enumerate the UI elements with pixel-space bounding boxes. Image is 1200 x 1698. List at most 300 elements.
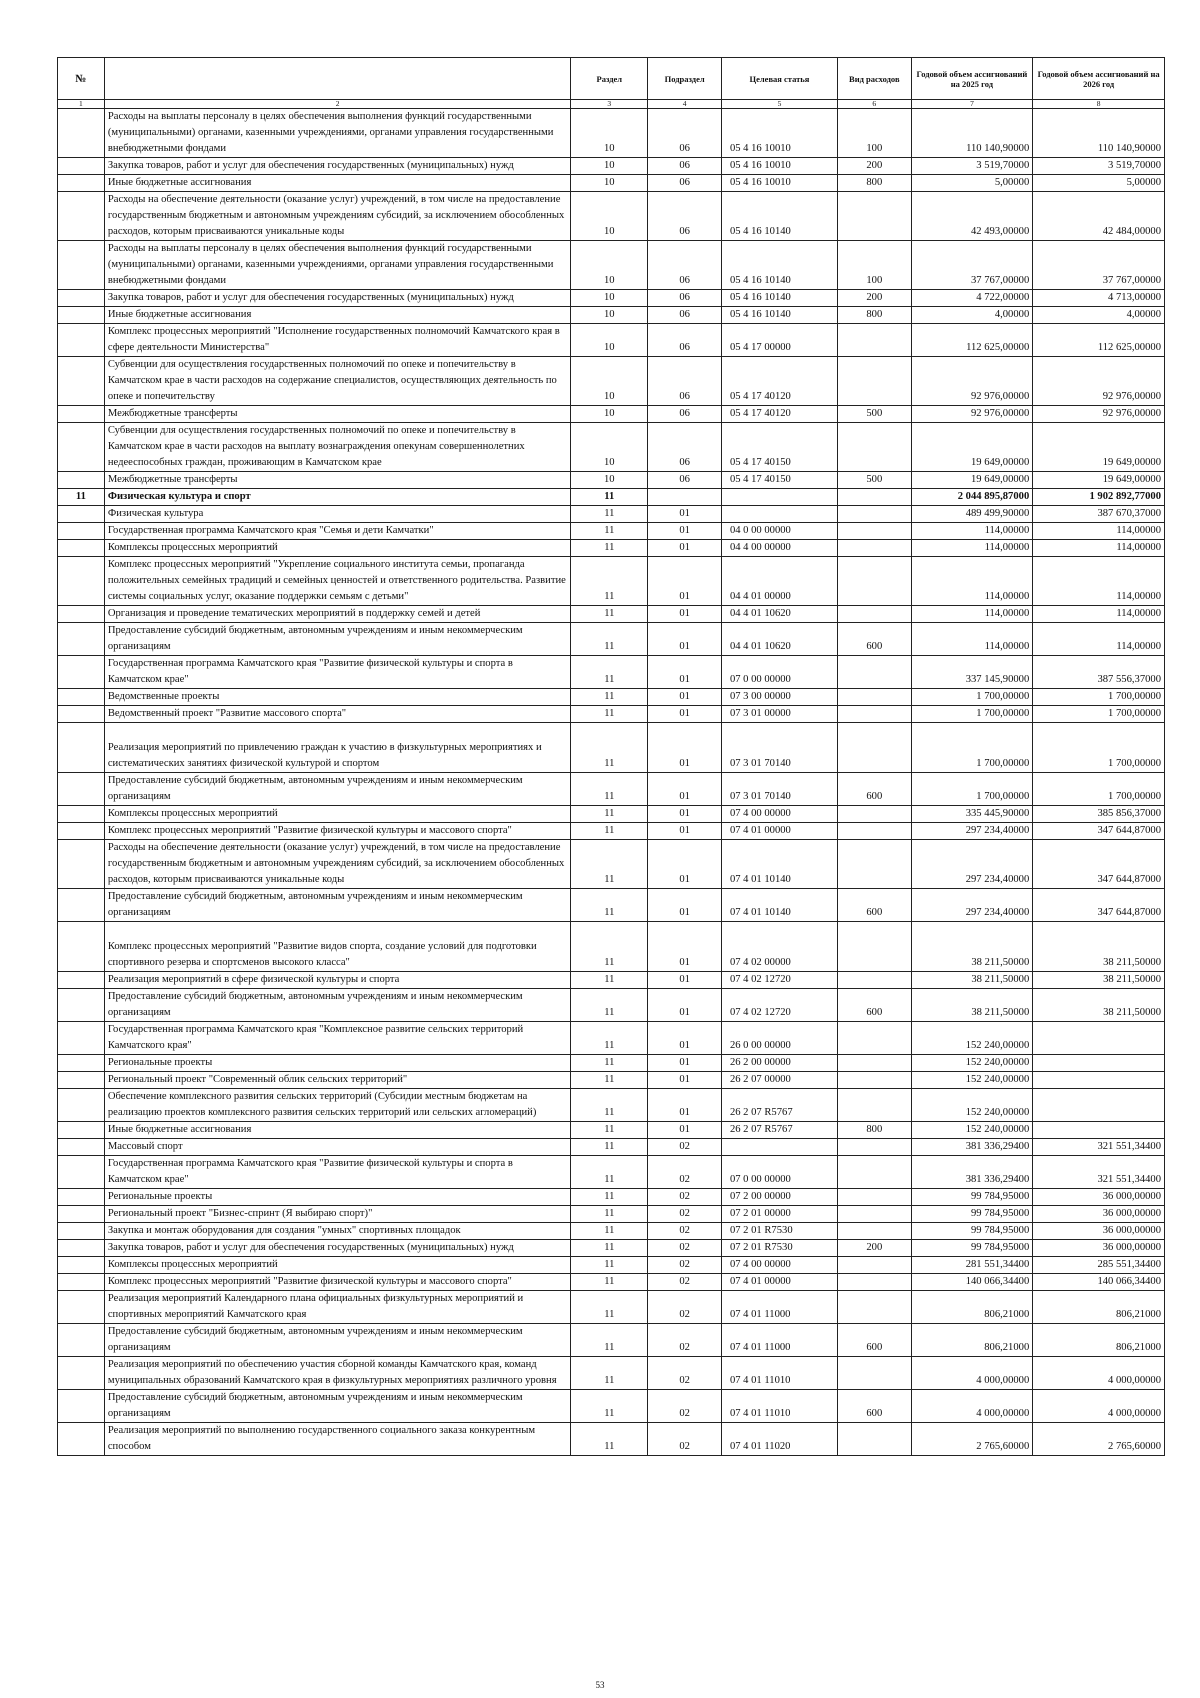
row-target-article: 05 4 16 10010 xyxy=(721,109,837,158)
row-amount-2025: 99 784,95000 xyxy=(911,1240,1033,1257)
table-row xyxy=(58,1072,1165,1089)
row-name: Закупка товаров, работ и услуг для обеспечения государственных (муниципальных) нужд xyxy=(104,158,570,175)
row-section: 10 xyxy=(571,472,648,489)
row-amount-2026: 285 551,34400 xyxy=(1033,1257,1165,1274)
row-expense-type xyxy=(837,1089,911,1122)
row-target-article: 07 4 02 12720 xyxy=(721,989,837,1022)
row-section: 11 xyxy=(571,1089,648,1122)
row-amount-2025: 337 145,90000 xyxy=(911,656,1033,689)
row-target-article: 07 2 01 R7530 xyxy=(721,1240,837,1257)
table-row xyxy=(58,192,1165,241)
row-expense-type xyxy=(837,1291,911,1324)
row-expense-type xyxy=(837,1156,911,1189)
row-number xyxy=(58,192,105,241)
table-row xyxy=(58,806,1165,823)
table-row xyxy=(58,773,1165,806)
row-name: Реализация мероприятий Календарного плана официальных физкультурных мероприятий и спортивных мероприятий Камчатского края xyxy=(104,1291,570,1324)
table-row xyxy=(58,1055,1165,1072)
row-subsection: 06 xyxy=(648,423,722,472)
row-name: Предоставление субсидий бюджетным, автономным учреждениям и иным некоммерческим организациям xyxy=(104,773,570,806)
row-subsection: 06 xyxy=(648,307,722,324)
row-amount-2025: 114,00000 xyxy=(911,606,1033,623)
row-subsection: 01 xyxy=(648,1072,722,1089)
row-name: Реализация мероприятий по обеспечению участия сборной команды Камчатского края, команд муниципальных образований Камчатского края в физкультурных мероприятиях различного уровня xyxy=(104,1357,570,1390)
row-section: 11 xyxy=(571,1240,648,1257)
row-amount-2026: 38 211,50000 xyxy=(1033,989,1165,1022)
row-target-article: 07 2 01 00000 xyxy=(721,1206,837,1223)
row-name: Массовый спорт xyxy=(104,1139,570,1156)
row-amount-2026 xyxy=(1033,1072,1165,1089)
row-number xyxy=(58,540,105,557)
row-amount-2026: 347 644,87000 xyxy=(1033,889,1165,922)
row-amount-2025: 1 700,00000 xyxy=(911,723,1033,773)
row-name: Региональный проект "Современный облик сельских территорий" xyxy=(104,1072,570,1089)
row-target-article: 26 2 07 R5767 xyxy=(721,1122,837,1139)
row-target-article: 04 0 00 00000 xyxy=(721,523,837,540)
table-row xyxy=(58,623,1165,656)
row-expense-type xyxy=(837,806,911,823)
row-section: 10 xyxy=(571,158,648,175)
row-name: Предоставление субсидий бюджетным, автономным учреждениям и иным некоммерческим организациям xyxy=(104,1390,570,1423)
row-expense-type: 600 xyxy=(837,989,911,1022)
table-row xyxy=(58,1139,1165,1156)
row-expense-type: 200 xyxy=(837,158,911,175)
row-amount-2025: 114,00000 xyxy=(911,540,1033,557)
row-subsection: 02 xyxy=(648,1240,722,1257)
row-amount-2026: 347 644,87000 xyxy=(1033,823,1165,840)
row-subsection: 01 xyxy=(648,823,722,840)
row-subsection: 01 xyxy=(648,706,722,723)
row-subsection: 01 xyxy=(648,606,722,623)
row-target-article xyxy=(721,1139,837,1156)
row-section: 11 xyxy=(571,1390,648,1423)
row-subsection: 01 xyxy=(648,689,722,706)
row-amount-2025: 140 066,34400 xyxy=(911,1274,1033,1291)
row-number xyxy=(58,989,105,1022)
row-expense-type xyxy=(837,706,911,723)
row-name: Предоставление субсидий бюджетным, автономным учреждениям и иным некоммерческим организациям xyxy=(104,889,570,922)
row-amount-2026: 36 000,00000 xyxy=(1033,1240,1165,1257)
row-section: 11 xyxy=(571,723,648,773)
row-section: 10 xyxy=(571,290,648,307)
row-target-article: 26 0 00 00000 xyxy=(721,1022,837,1055)
row-amount-2025: 4 722,00000 xyxy=(911,290,1033,307)
row-name: Региональные проекты xyxy=(104,1189,570,1206)
row-number xyxy=(58,606,105,623)
table-row xyxy=(58,1324,1165,1357)
table-row xyxy=(58,706,1165,723)
row-expense-type: 500 xyxy=(837,406,911,423)
row-expense-type xyxy=(837,1357,911,1390)
row-section: 11 xyxy=(571,1423,648,1456)
table-row xyxy=(58,689,1165,706)
row-number xyxy=(58,623,105,656)
table-row xyxy=(58,606,1165,623)
row-subsection: 06 xyxy=(648,324,722,357)
column-number-row xyxy=(58,100,1165,109)
row-amount-2026: 4,00000 xyxy=(1033,307,1165,324)
row-expense-type xyxy=(837,689,911,706)
row-expense-type xyxy=(837,1189,911,1206)
row-section: 11 xyxy=(571,706,648,723)
row-amount-2026: 38 211,50000 xyxy=(1033,972,1165,989)
row-name: Комплексы процессных мероприятий xyxy=(104,540,570,557)
row-subsection: 01 xyxy=(648,1089,722,1122)
row-subsection: 01 xyxy=(648,922,722,972)
row-target-article: 05 4 17 40120 xyxy=(721,357,837,406)
row-amount-2026 xyxy=(1033,1089,1165,1122)
row-section: 11 xyxy=(571,1122,648,1139)
row-amount-2025: 152 240,00000 xyxy=(911,1022,1033,1055)
row-subsection: 01 xyxy=(648,623,722,656)
column-number: 5 xyxy=(721,100,837,109)
row-amount-2026: 36 000,00000 xyxy=(1033,1223,1165,1240)
row-amount-2025: 42 493,00000 xyxy=(911,192,1033,241)
row-subsection: 01 xyxy=(648,889,722,922)
row-amount-2026: 114,00000 xyxy=(1033,606,1165,623)
row-section: 11 xyxy=(571,623,648,656)
row-target-article: 26 2 00 00000 xyxy=(721,1055,837,1072)
row-amount-2026 xyxy=(1033,1055,1165,1072)
row-number xyxy=(58,1357,105,1390)
row-expense-type: 800 xyxy=(837,1122,911,1139)
row-amount-2025: 806,21000 xyxy=(911,1291,1033,1324)
row-name: Физическая культура и спорт xyxy=(104,489,570,506)
row-target-article: 05 4 17 00000 xyxy=(721,324,837,357)
row-number xyxy=(58,1189,105,1206)
row-amount-2026: 5,00000 xyxy=(1033,175,1165,192)
table-row xyxy=(58,1156,1165,1189)
row-subsection: 01 xyxy=(648,1055,722,1072)
table-row xyxy=(58,1206,1165,1223)
row-name: Предоставление субсидий бюджетным, автономным учреждениям и иным некоммерческим организациям xyxy=(104,623,570,656)
row-section: 11 xyxy=(571,489,648,506)
row-target-article: 07 0 00 00000 xyxy=(721,656,837,689)
row-amount-2026: 38 211,50000 xyxy=(1033,922,1165,972)
row-amount-2026: 114,00000 xyxy=(1033,557,1165,606)
table-row xyxy=(58,922,1165,972)
row-expense-type xyxy=(837,540,911,557)
row-subsection: 06 xyxy=(648,109,722,158)
row-name: Государственная программа Камчатского края "Развитие физической культуры и спорта в Камчатском крае" xyxy=(104,656,570,689)
row-subsection: 02 xyxy=(648,1206,722,1223)
table-row xyxy=(58,540,1165,557)
row-expense-type xyxy=(837,324,911,357)
row-expense-type xyxy=(837,1223,911,1240)
row-subsection: 02 xyxy=(648,1423,722,1456)
row-name: Расходы на выплаты персоналу в целях обеспечения выполнения функций государственными (муниципальными) органами, казенными учреждениями, органами управления государственными внебюджетными фондами xyxy=(104,109,570,158)
table-row xyxy=(58,840,1165,889)
header-target-article: Целевая статья xyxy=(721,58,837,100)
row-subsection: 01 xyxy=(648,506,722,523)
row-name: Комплексы процессных мероприятий xyxy=(104,1257,570,1274)
row-amount-2025: 152 240,00000 xyxy=(911,1072,1033,1089)
table-row xyxy=(58,557,1165,606)
row-amount-2026 xyxy=(1033,1022,1165,1055)
row-target-article: 07 4 01 11020 xyxy=(721,1423,837,1456)
row-number xyxy=(58,1122,105,1139)
column-number: 7 xyxy=(911,100,1033,109)
row-target-article: 07 4 01 11000 xyxy=(721,1291,837,1324)
table-header-row xyxy=(58,58,1165,100)
row-subsection: 06 xyxy=(648,290,722,307)
row-expense-type xyxy=(837,506,911,523)
row-subsection: 02 xyxy=(648,1324,722,1357)
row-name: Комплекс процессных мероприятий "Укрепление социального института семьи, пропаганда положительных семейных традиций и семейных ценностей и ответственного родительства. Развитие системы социальных услуг, оказание поддержки семьям с детьми" xyxy=(104,557,570,606)
row-amount-2025: 2 044 895,87000 xyxy=(911,489,1033,506)
row-name: Закупка товаров, работ и услуг для обеспечения государственных (муниципальных) нужд xyxy=(104,1240,570,1257)
row-expense-type xyxy=(837,723,911,773)
row-number xyxy=(58,1156,105,1189)
row-section: 10 xyxy=(571,357,648,406)
row-name: Расходы на выплаты персоналу в целях обеспечения выполнения функций государственными (муниципальными) органами, казенными учреждениями, органами управления государственными внебюджетными фондами xyxy=(104,241,570,290)
row-target-article: 07 0 00 00000 xyxy=(721,1156,837,1189)
row-name: Комплексы процессных мероприятий xyxy=(104,806,570,823)
table-row xyxy=(58,1423,1165,1456)
row-expense-type xyxy=(837,489,911,506)
row-section: 11 xyxy=(571,1291,648,1324)
row-number xyxy=(58,241,105,290)
row-number xyxy=(58,1206,105,1223)
header-expense-type: Вид расходов xyxy=(837,58,911,100)
row-target-article: 07 3 01 70140 xyxy=(721,723,837,773)
row-amount-2025: 114,00000 xyxy=(911,557,1033,606)
row-name: Иные бюджетные ассигнования xyxy=(104,1122,570,1139)
column-number: 6 xyxy=(837,100,911,109)
row-amount-2025: 92 976,00000 xyxy=(911,406,1033,423)
row-subsection: 02 xyxy=(648,1291,722,1324)
row-number xyxy=(58,1240,105,1257)
row-number xyxy=(58,506,105,523)
row-name: Ведомственные проекты xyxy=(104,689,570,706)
row-expense-type: 500 xyxy=(837,472,911,489)
row-name: Обеспечение комплексного развития сельских территорий (Субсидии местным бюджетам на реализацию проектов комплексного развития сельских территорий или сельских агломераций) xyxy=(104,1089,570,1122)
row-number xyxy=(58,357,105,406)
row-number xyxy=(58,1022,105,1055)
row-target-article: 05 4 16 10140 xyxy=(721,307,837,324)
row-name: Комплекс процессных мероприятий "Развитие физической культуры и массового спорта" xyxy=(104,1274,570,1291)
row-name: Иные бюджетные ассигнования xyxy=(104,307,570,324)
row-amount-2025: 38 211,50000 xyxy=(911,989,1033,1022)
row-target-article: 07 4 02 12720 xyxy=(721,972,837,989)
row-amount-2026: 36 000,00000 xyxy=(1033,1206,1165,1223)
table-row xyxy=(58,1189,1165,1206)
row-name: Межбюджетные трансферты xyxy=(104,472,570,489)
table-row xyxy=(58,241,1165,290)
row-amount-2026: 1 700,00000 xyxy=(1033,723,1165,773)
row-section: 11 xyxy=(571,1189,648,1206)
row-number xyxy=(58,656,105,689)
row-name: Иные бюджетные ассигнования xyxy=(104,175,570,192)
row-expense-type: 800 xyxy=(837,307,911,324)
row-target-article: 07 4 02 00000 xyxy=(721,922,837,972)
row-number xyxy=(58,557,105,606)
row-section: 11 xyxy=(571,506,648,523)
row-subsection: 06 xyxy=(648,472,722,489)
row-expense-type: 800 xyxy=(837,175,911,192)
row-expense-type: 600 xyxy=(837,773,911,806)
row-amount-2026 xyxy=(1033,1122,1165,1139)
row-amount-2025: 297 234,40000 xyxy=(911,840,1033,889)
row-amount-2025: 99 784,95000 xyxy=(911,1189,1033,1206)
row-amount-2025: 38 211,50000 xyxy=(911,922,1033,972)
row-amount-2025: 489 499,90000 xyxy=(911,506,1033,523)
row-amount-2025: 38 211,50000 xyxy=(911,972,1033,989)
row-expense-type xyxy=(837,1257,911,1274)
row-number xyxy=(58,1055,105,1072)
row-subsection: 01 xyxy=(648,806,722,823)
row-subsection: 02 xyxy=(648,1357,722,1390)
row-section: 10 xyxy=(571,241,648,290)
row-name: Комплекс процессных мероприятий "Развитие физической культуры и массового спорта" xyxy=(104,823,570,840)
column-number: 3 xyxy=(571,100,648,109)
row-target-article: 05 4 16 10140 xyxy=(721,192,837,241)
row-amount-2026: 42 484,00000 xyxy=(1033,192,1165,241)
header-appropriation-2025: Годовой объем ассигнований на 2025 год xyxy=(911,58,1033,100)
row-section: 10 xyxy=(571,109,648,158)
table-row xyxy=(58,109,1165,158)
row-amount-2025: 152 240,00000 xyxy=(911,1122,1033,1139)
header-appropriation-2026: Годовой объем ассигнований на 2026 год xyxy=(1033,58,1165,100)
row-expense-type xyxy=(837,423,911,472)
row-section: 11 xyxy=(571,1257,648,1274)
row-amount-2026: 4 000,00000 xyxy=(1033,1390,1165,1423)
table-row xyxy=(58,158,1165,175)
row-subsection: 02 xyxy=(648,1156,722,1189)
row-subsection: 01 xyxy=(648,523,722,540)
table-row xyxy=(58,1022,1165,1055)
row-name: Расходы на обеспечение деятельности (оказание услуг) учреждений, в том числе на предоставление государственным бюджетным и автономным учреждениям субсидий, за исключением обособленных расходов, которым присваиваются уникальные коды xyxy=(104,192,570,241)
row-target-article: 07 4 01 00000 xyxy=(721,823,837,840)
row-target-article: 04 4 01 10620 xyxy=(721,606,837,623)
row-expense-type xyxy=(837,523,911,540)
row-number xyxy=(58,1072,105,1089)
row-target-article: 26 2 07 R5767 xyxy=(721,1089,837,1122)
table-row xyxy=(58,723,1165,773)
row-target-article: 07 4 01 00000 xyxy=(721,1274,837,1291)
row-amount-2025: 114,00000 xyxy=(911,623,1033,656)
row-amount-2026: 385 856,37000 xyxy=(1033,806,1165,823)
row-expense-type xyxy=(837,557,911,606)
row-expense-type xyxy=(837,192,911,241)
row-subsection: 02 xyxy=(648,1223,722,1240)
row-number xyxy=(58,1324,105,1357)
row-amount-2025: 4 000,00000 xyxy=(911,1357,1033,1390)
row-amount-2025: 152 240,00000 xyxy=(911,1089,1033,1122)
row-target-article: 07 4 01 10140 xyxy=(721,840,837,889)
table-row xyxy=(58,972,1165,989)
row-section: 11 xyxy=(571,523,648,540)
row-expense-type: 600 xyxy=(837,1390,911,1423)
row-section: 11 xyxy=(571,806,648,823)
row-section: 11 xyxy=(571,1223,648,1240)
row-expense-type xyxy=(837,357,911,406)
row-number xyxy=(58,175,105,192)
row-target-article: 07 3 01 00000 xyxy=(721,706,837,723)
row-number xyxy=(58,158,105,175)
table-row xyxy=(58,406,1165,423)
table-row xyxy=(58,1122,1165,1139)
row-amount-2025: 112 625,00000 xyxy=(911,324,1033,357)
row-amount-2025: 2 765,60000 xyxy=(911,1423,1033,1456)
row-number xyxy=(58,706,105,723)
row-name: Реализация мероприятий по привлечению граждан к участию в физкультурных мероприятиях и систематических занятиях физической культурой и спортом xyxy=(104,723,570,773)
row-name: Реализация мероприятий в сфере физической культуры и спорта xyxy=(104,972,570,989)
row-subsection: 06 xyxy=(648,357,722,406)
row-target-article: 04 4 01 10620 xyxy=(721,623,837,656)
row-amount-2026: 92 976,00000 xyxy=(1033,357,1165,406)
row-subsection: 01 xyxy=(648,989,722,1022)
row-subsection: 01 xyxy=(648,723,722,773)
column-number: 1 xyxy=(58,100,105,109)
row-subsection: 01 xyxy=(648,840,722,889)
row-number xyxy=(58,806,105,823)
row-expense-type: 200 xyxy=(837,290,911,307)
column-number: 8 xyxy=(1033,100,1165,109)
table-row xyxy=(58,1089,1165,1122)
row-section: 11 xyxy=(571,557,648,606)
row-amount-2026: 92 976,00000 xyxy=(1033,406,1165,423)
table-row xyxy=(58,989,1165,1022)
row-target-article: 07 4 01 10140 xyxy=(721,889,837,922)
row-number: 11 xyxy=(58,489,105,506)
row-expense-type xyxy=(837,823,911,840)
row-amount-2026: 112 625,00000 xyxy=(1033,324,1165,357)
row-amount-2026: 387 556,37000 xyxy=(1033,656,1165,689)
row-number xyxy=(58,1291,105,1324)
row-amount-2026: 140 066,34400 xyxy=(1033,1274,1165,1291)
table-row xyxy=(58,307,1165,324)
row-amount-2026: 4 713,00000 xyxy=(1033,290,1165,307)
row-amount-2025: 1 700,00000 xyxy=(911,689,1033,706)
row-expense-type: 600 xyxy=(837,1324,911,1357)
table-row xyxy=(58,889,1165,922)
header-number: № xyxy=(58,58,105,100)
row-number xyxy=(58,1390,105,1423)
row-section: 11 xyxy=(571,1156,648,1189)
row-section: 10 xyxy=(571,175,648,192)
row-amount-2026: 114,00000 xyxy=(1033,540,1165,557)
row-name: Предоставление субсидий бюджетным, автономным учреждениям и иным некоммерческим организациям xyxy=(104,989,570,1022)
row-number xyxy=(58,723,105,773)
row-section: 11 xyxy=(571,889,648,922)
row-number xyxy=(58,889,105,922)
row-section: 11 xyxy=(571,823,648,840)
row-amount-2026: 1 700,00000 xyxy=(1033,773,1165,806)
table-row xyxy=(58,423,1165,472)
row-amount-2025: 297 234,40000 xyxy=(911,823,1033,840)
table-body xyxy=(58,109,1165,1456)
row-target-article xyxy=(721,506,837,523)
row-amount-2026: 321 551,34400 xyxy=(1033,1139,1165,1156)
row-amount-2026: 387 670,37000 xyxy=(1033,506,1165,523)
row-section: 10 xyxy=(571,406,648,423)
row-subsection: 06 xyxy=(648,241,722,290)
row-section: 11 xyxy=(571,1274,648,1291)
row-target-article: 05 4 17 40150 xyxy=(721,423,837,472)
row-number xyxy=(58,823,105,840)
row-amount-2025: 297 234,40000 xyxy=(911,889,1033,922)
row-amount-2026: 37 767,00000 xyxy=(1033,241,1165,290)
row-number xyxy=(58,290,105,307)
row-number xyxy=(58,324,105,357)
row-name: Государственная программа Камчатского края "Комплексное развитие сельских территорий Камчатского края" xyxy=(104,1022,570,1055)
row-subsection: 02 xyxy=(648,1390,722,1423)
budget-table xyxy=(57,57,1165,1456)
row-target-article: 07 4 01 11000 xyxy=(721,1324,837,1357)
row-amount-2026: 1 700,00000 xyxy=(1033,689,1165,706)
row-number xyxy=(58,1257,105,1274)
